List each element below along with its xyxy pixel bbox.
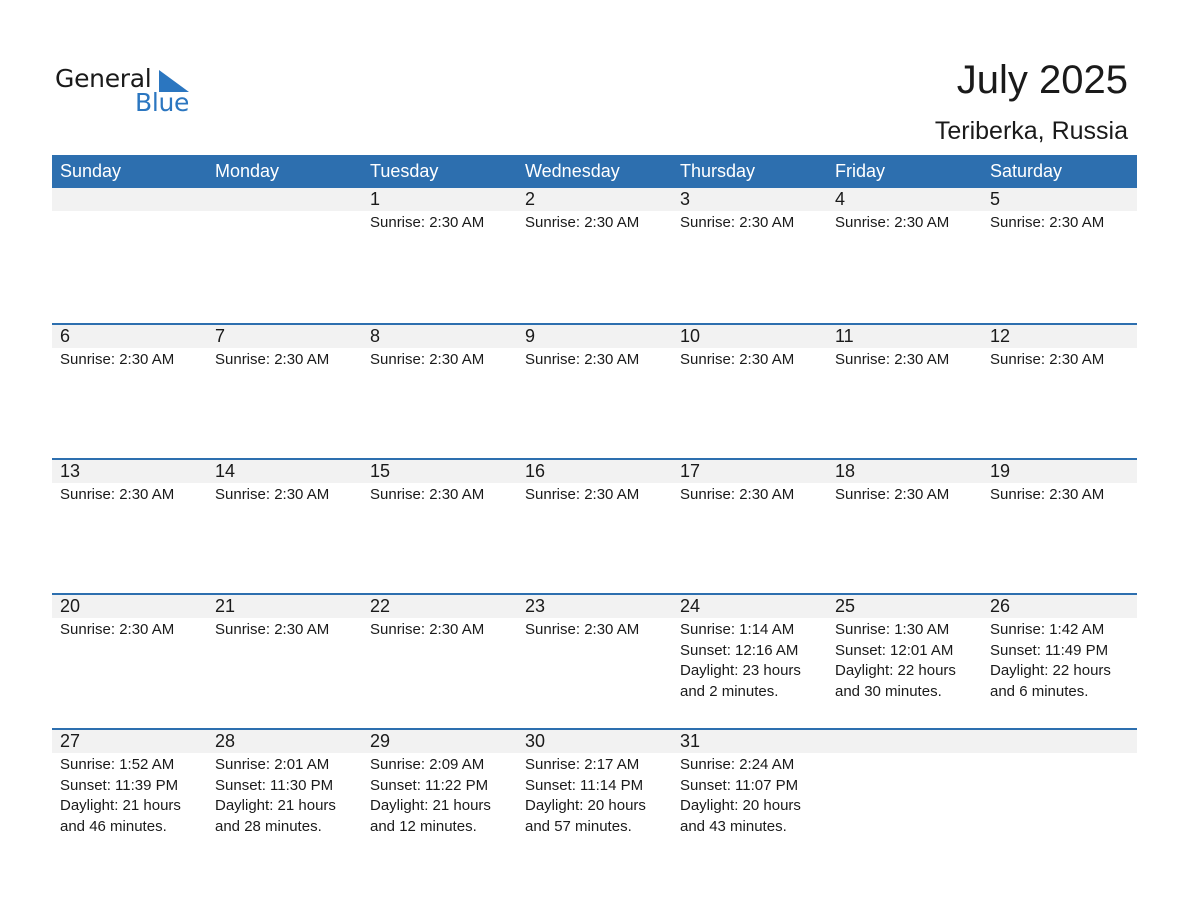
day-info [672,483,827,506]
sun-info-line: and 6 minutes. [990,682,1089,700]
day-info [517,211,672,234]
day-number: 30 [525,731,546,751]
day-number: 24 [680,596,701,616]
sun-info-line: Sunrise: 2:30 AM [835,486,950,503]
sun-info-line: Daylight: 20 hours [525,797,646,814]
sun-info-line: Sunrise: 2:30 AM [215,486,330,503]
sun-info-line: Sunrise: 2:30 AM [835,214,950,231]
day-number: 23 [525,596,546,616]
day-number: 29 [370,731,391,751]
day-number: 9 [525,326,536,346]
day-number: 2 [525,189,536,209]
weekday-tuesday: Tuesday [370,161,439,181]
date-strip [52,325,1137,348]
weekday-wednesday: Wednesday [525,161,620,181]
sun-info-line: Sunrise: 2:30 AM [60,621,175,638]
day-number: 22 [370,596,391,616]
logo [55,64,205,120]
day-number: 14 [215,461,236,481]
day-info [827,211,982,234]
sun-info-line: Daylight: 21 hours [370,797,491,814]
sun-info-line: Sunrise: 1:52 AM [60,756,175,773]
sun-info-line: Sunrise: 2:30 AM [215,621,330,638]
day-info [52,753,207,837]
day-info [982,618,1137,702]
day-number: 13 [60,461,81,481]
sun-info-line: Sunrise: 2:30 AM [370,214,485,231]
day-number: 1 [370,189,381,209]
day-info [52,211,207,234]
day-number: 4 [835,189,846,209]
day-number: 8 [370,326,381,346]
day-info [672,618,827,702]
sun-info-line: Sunrise: 2:30 AM [525,621,640,638]
day-info [827,618,982,702]
day-info [982,348,1137,371]
sun-info-line: and 2 minutes. [680,682,779,700]
sun-info-line: Daylight: 20 hours [680,797,801,814]
sun-info-line: Sunrise: 2:09 AM [370,756,485,773]
day-number: 27 [60,731,81,751]
weekday-friday: Friday [835,161,886,181]
sun-info-line: Sunset: 11:07 PM [680,776,799,794]
day-info [517,348,672,371]
sun-info-line: and 12 minutes. [370,817,477,835]
day-info [207,618,362,702]
day-number: 11 [835,326,854,346]
sun-info-line: Sunrise: 2:30 AM [370,351,485,368]
weekday-header [52,155,1137,188]
day-number: 31 [680,731,701,751]
sun-info-line: Daylight: 23 hours [680,662,801,679]
day-info [362,483,517,506]
sun-info-line: Daylight: 21 hours [215,797,336,814]
sun-info-line: Sunrise: 2:17 AM [525,756,640,773]
sun-info-line: Daylight: 22 hours [990,662,1111,679]
day-number [982,730,1137,753]
day-number: 20 [60,596,81,616]
day-info [672,753,827,837]
sun-info-line: Sunrise: 2:30 AM [680,214,795,231]
sun-info-line: and 30 minutes. [835,682,942,700]
sun-info-line: Sunset: 11:39 PM [60,776,179,794]
day-info [207,483,362,506]
sun-info-line: Sunrise: 2:30 AM [680,351,795,368]
day-number: 17 [680,461,701,481]
day-info [52,618,207,702]
day-info [362,618,517,702]
calendar-grid [52,155,1137,863]
sun-info-line: Sunrise: 2:30 AM [60,486,175,503]
day-number [52,188,207,211]
info-row [52,483,1137,506]
day-info [827,753,982,837]
day-number [827,730,982,753]
info-row [52,211,1137,234]
sun-info-line: Sunrise: 1:42 AM [990,621,1105,638]
sun-info-line: Sunset: 11:22 PM [370,776,489,794]
sun-info-line: Sunset: 12:01 AM [835,641,954,659]
calendar-weeks [52,188,1137,863]
day-info [362,211,517,234]
info-row [52,348,1137,371]
logo-text-blue: Blue [135,88,190,117]
weekday-thursday: Thursday [680,161,756,181]
day-info [517,618,672,702]
sun-info-line: Sunrise: 2:30 AM [990,214,1105,231]
sun-info-line: Sunrise: 2:30 AM [835,351,950,368]
sun-info-line: Sunrise: 2:30 AM [525,486,640,503]
day-number: 21 [215,596,236,616]
day-info [672,211,827,234]
day-info [207,753,362,837]
sun-info-line: Sunset: 11:49 PM [990,641,1109,659]
sun-info-line: Sunrise: 2:30 AM [215,351,330,368]
sun-info-line: and 46 minutes. [60,817,167,835]
sun-info-line: Sunrise: 2:30 AM [370,621,485,638]
weekday-saturday: Saturday [990,161,1063,181]
day-info [362,753,517,837]
sun-info-line: Sunrise: 2:30 AM [990,351,1105,368]
sun-info-line: Sunset: 11:14 PM [525,776,644,794]
day-number: 15 [370,461,391,481]
sun-info-line: Sunrise: 2:30 AM [680,486,795,503]
day-info [207,211,362,234]
day-number: 10 [680,326,701,346]
day-number: 7 [215,326,226,346]
day-info [672,348,827,371]
day-info [207,348,362,371]
page-title: July 2025 [956,58,1128,102]
calendar-week [52,323,1137,458]
date-strip [52,595,1137,618]
calendar-week [52,593,1137,728]
sun-info-line: Sunrise: 2:24 AM [680,756,795,773]
day-number: 12 [990,326,1011,346]
day-info [52,483,207,506]
day-info [982,211,1137,234]
weekday-sunday: Sunday [60,161,122,181]
sun-info-line: Sunrise: 2:30 AM [990,486,1105,503]
day-number: 25 [835,596,856,616]
sun-info-line: Sunrise: 1:30 AM [835,621,950,638]
location-subtitle: Teriberka, Russia [934,117,1128,145]
calendar-week [52,188,1137,323]
date-strip [52,460,1137,483]
day-info [827,483,982,506]
sun-info-line: Daylight: 21 hours [60,797,181,814]
info-row [52,753,1137,837]
day-info [517,753,672,837]
day-number [207,188,362,211]
day-number: 18 [835,461,856,481]
sun-info-line: and 28 minutes. [215,817,322,835]
day-info [517,483,672,506]
day-info [827,348,982,371]
date-strip [52,188,1137,211]
sun-info-line: Sunrise: 2:30 AM [525,214,640,231]
day-number: 19 [990,461,1011,481]
sun-info-line: Sunrise: 2:01 AM [215,756,330,773]
calendar-week [52,728,1137,863]
day-number: 16 [525,461,546,481]
day-info [982,483,1137,506]
day-number: 3 [680,189,691,209]
sun-info-line: Sunrise: 1:14 AM [680,621,795,638]
sun-info-line: and 57 minutes. [525,817,632,835]
sun-info-line: Sunset: 12:16 AM [680,641,799,659]
sun-info-line: Sunset: 11:30 PM [215,776,334,794]
day-number: 5 [990,189,1001,209]
calendar-week [52,458,1137,593]
logo-text-general: General [55,64,152,93]
day-number: 6 [60,326,71,346]
day-number: 26 [990,596,1011,616]
info-row [52,618,1137,702]
sun-info-line: Sunrise: 2:30 AM [60,351,175,368]
weekday-monday: Monday [215,161,280,181]
day-info [52,348,207,371]
day-info [362,348,517,371]
day-info [982,753,1137,837]
sun-info-line: Sunrise: 2:30 AM [525,351,640,368]
date-strip [52,730,1137,753]
sun-info-line: Sunrise: 2:30 AM [370,486,485,503]
sun-info-line: and 43 minutes. [680,817,787,835]
sun-info-line: Daylight: 22 hours [835,662,956,679]
day-number: 28 [215,731,236,751]
